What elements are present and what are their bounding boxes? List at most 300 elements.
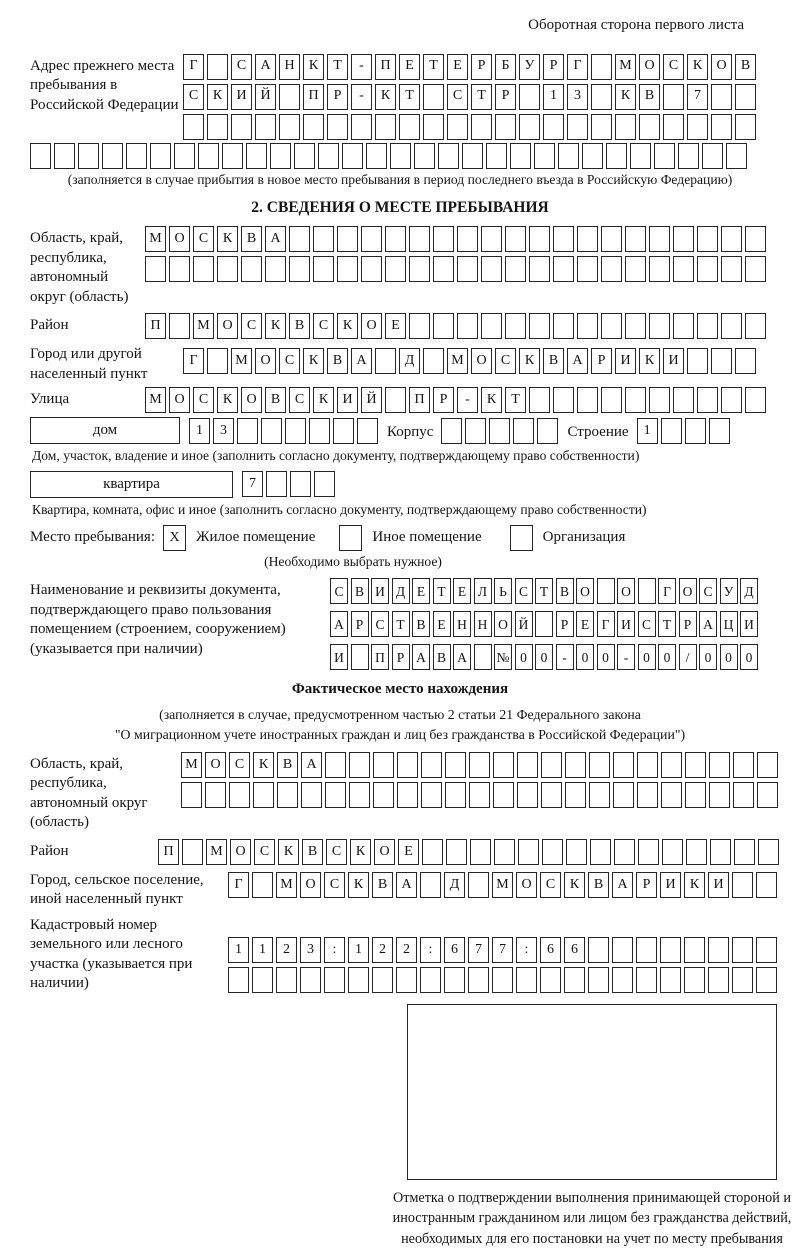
char-cell[interactable] xyxy=(433,256,454,282)
char-cell[interactable] xyxy=(588,967,609,993)
char-cell[interactable]: К xyxy=(217,387,238,413)
char-cell[interactable] xyxy=(193,256,214,282)
char-cell[interactable] xyxy=(519,84,540,110)
char-cell[interactable]: 2 xyxy=(276,937,297,963)
char-cell[interactable]: В xyxy=(241,226,262,252)
char-cell[interactable] xyxy=(126,143,147,169)
char-cell[interactable]: О xyxy=(241,387,262,413)
char-cell[interactable]: Р xyxy=(591,348,612,374)
char-cell[interactable] xyxy=(265,256,286,282)
char-cell[interactable]: С xyxy=(371,611,389,637)
char-cell[interactable] xyxy=(457,256,478,282)
char-cell[interactable] xyxy=(697,387,718,413)
char-cell[interactable] xyxy=(565,752,586,778)
char-cell[interactable] xyxy=(513,418,534,444)
char-cell[interactable]: Е xyxy=(576,611,594,637)
char-cell[interactable]: М xyxy=(492,872,513,898)
char-cell[interactable]: Н xyxy=(279,54,300,80)
char-cell[interactable] xyxy=(630,143,651,169)
char-cell[interactable] xyxy=(423,114,444,140)
char-cell[interactable]: В xyxy=(289,313,310,339)
char-cell[interactable] xyxy=(697,313,718,339)
char-cell[interactable] xyxy=(181,782,202,808)
char-cell[interactable]: К xyxy=(313,387,334,413)
char-cell[interactable] xyxy=(673,256,694,282)
char-cell[interactable] xyxy=(582,143,603,169)
char-cell[interactable]: П xyxy=(409,387,430,413)
char-cell[interactable]: Н xyxy=(453,611,471,637)
char-cell[interactable]: И xyxy=(615,348,636,374)
char-cell[interactable] xyxy=(313,226,334,252)
char-cell[interactable] xyxy=(733,752,754,778)
char-cell[interactable]: М xyxy=(145,387,166,413)
char-cell[interactable] xyxy=(519,114,540,140)
char-cell[interactable]: О xyxy=(617,578,635,604)
char-cell[interactable]: Л xyxy=(474,578,492,604)
char-cell[interactable]: У xyxy=(720,578,738,604)
char-cell[interactable] xyxy=(591,114,612,140)
char-cell[interactable]: 0 xyxy=(658,644,676,670)
char-cell[interactable] xyxy=(721,313,742,339)
char-cell[interactable]: В xyxy=(412,611,430,637)
char-cell[interactable] xyxy=(709,752,730,778)
char-cell[interactable]: О xyxy=(576,578,594,604)
char-cell[interactable] xyxy=(385,256,406,282)
char-cell[interactable] xyxy=(54,143,75,169)
char-cell[interactable] xyxy=(444,967,465,993)
char-cell[interactable]: А xyxy=(567,348,588,374)
char-cell[interactable] xyxy=(385,226,406,252)
char-cell[interactable] xyxy=(492,967,513,993)
char-cell[interactable] xyxy=(390,143,411,169)
char-cell[interactable]: С xyxy=(254,839,275,865)
char-cell[interactable] xyxy=(708,967,729,993)
char-cell[interactable] xyxy=(601,387,622,413)
char-cell[interactable] xyxy=(314,471,335,497)
char-cell[interactable]: В xyxy=(302,839,323,865)
char-cell[interactable] xyxy=(409,226,430,252)
char-cell[interactable]: К xyxy=(207,84,228,110)
char-cell[interactable] xyxy=(261,418,282,444)
char-cell[interactable] xyxy=(733,782,754,808)
char-cell[interactable]: К xyxy=(350,839,371,865)
char-cell[interactable] xyxy=(468,872,489,898)
char-cell[interactable] xyxy=(468,967,489,993)
char-cell[interactable]: В xyxy=(327,348,348,374)
char-cell[interactable]: Е xyxy=(447,54,468,80)
char-cell[interactable] xyxy=(745,256,766,282)
char-cell[interactable] xyxy=(333,418,354,444)
char-cell[interactable]: № xyxy=(494,644,512,670)
char-cell[interactable]: О xyxy=(230,839,251,865)
char-cell[interactable] xyxy=(327,114,348,140)
char-cell[interactable] xyxy=(207,114,228,140)
char-cell[interactable] xyxy=(613,752,634,778)
char-cell[interactable] xyxy=(207,54,228,80)
char-cell[interactable]: 0 xyxy=(576,644,594,670)
char-cell[interactable]: Д xyxy=(740,578,758,604)
char-cell[interactable] xyxy=(517,752,538,778)
char-cell[interactable] xyxy=(266,471,287,497)
char-cell[interactable] xyxy=(734,839,755,865)
char-cell[interactable]: П xyxy=(371,644,389,670)
char-cell[interactable]: 3 xyxy=(300,937,321,963)
char-cell[interactable] xyxy=(678,143,699,169)
char-cell[interactable]: Г xyxy=(183,348,204,374)
char-cell[interactable]: В xyxy=(265,387,286,413)
char-cell[interactable] xyxy=(495,114,516,140)
char-cell[interactable]: П xyxy=(375,54,396,80)
char-cell[interactable]: Д xyxy=(399,348,420,374)
char-cell[interactable]: Т xyxy=(658,611,676,637)
char-cell[interactable] xyxy=(300,967,321,993)
char-cell[interactable] xyxy=(756,872,777,898)
char-cell[interactable]: О xyxy=(711,54,732,80)
char-cell[interactable] xyxy=(78,143,99,169)
char-cell[interactable] xyxy=(30,143,51,169)
char-cell[interactable]: С xyxy=(638,611,656,637)
char-cell[interactable] xyxy=(589,782,610,808)
char-cell[interactable] xyxy=(325,782,346,808)
char-cell[interactable]: Е xyxy=(399,54,420,80)
char-cell[interactable]: Е xyxy=(453,578,471,604)
char-cell[interactable] xyxy=(732,967,753,993)
char-cell[interactable]: К xyxy=(278,839,299,865)
char-cell[interactable]: Г xyxy=(567,54,588,80)
char-cell[interactable]: Д xyxy=(444,872,465,898)
char-cell[interactable] xyxy=(342,143,363,169)
char-cell[interactable]: И xyxy=(617,611,635,637)
char-cell[interactable] xyxy=(758,839,779,865)
char-cell[interactable] xyxy=(169,256,190,282)
char-cell[interactable]: / xyxy=(679,644,697,670)
char-cell[interactable]: 2 xyxy=(396,937,417,963)
char-cell[interactable] xyxy=(366,143,387,169)
char-cell[interactable] xyxy=(638,839,659,865)
char-cell[interactable]: 6 xyxy=(444,937,465,963)
char-cell[interactable] xyxy=(183,114,204,140)
char-cell[interactable] xyxy=(711,84,732,110)
char-cell[interactable] xyxy=(577,387,598,413)
char-cell[interactable] xyxy=(423,84,444,110)
char-cell[interactable]: Б xyxy=(495,54,516,80)
char-cell[interactable] xyxy=(553,256,574,282)
char-cell[interactable] xyxy=(446,839,467,865)
char-cell[interactable] xyxy=(564,967,585,993)
char-cell[interactable] xyxy=(590,839,611,865)
char-cell[interactable] xyxy=(372,967,393,993)
char-cell[interactable] xyxy=(396,967,417,993)
char-cell[interactable]: И xyxy=(371,578,389,604)
char-cell[interactable] xyxy=(567,114,588,140)
char-cell[interactable] xyxy=(169,313,190,339)
char-cell[interactable]: 1 xyxy=(228,937,249,963)
char-cell[interactable]: 1 xyxy=(348,937,369,963)
char-cell[interactable] xyxy=(217,256,238,282)
char-cell[interactable] xyxy=(756,967,777,993)
char-cell[interactable] xyxy=(433,226,454,252)
char-cell[interactable] xyxy=(277,782,298,808)
char-cell[interactable] xyxy=(303,114,324,140)
char-cell[interactable]: : xyxy=(516,937,537,963)
char-cell[interactable]: 7 xyxy=(687,84,708,110)
char-cell[interactable]: 1 xyxy=(189,418,210,444)
char-cell[interactable]: О xyxy=(639,54,660,80)
char-cell[interactable]: А xyxy=(453,644,471,670)
char-cell[interactable]: С xyxy=(663,54,684,80)
char-cell[interactable] xyxy=(433,313,454,339)
char-cell[interactable] xyxy=(684,967,705,993)
char-cell[interactable]: К xyxy=(519,348,540,374)
char-cell[interactable] xyxy=(228,967,249,993)
char-cell[interactable] xyxy=(625,313,646,339)
char-cell[interactable] xyxy=(757,782,778,808)
char-cell[interactable] xyxy=(542,839,563,865)
char-cell[interactable]: К xyxy=(217,226,238,252)
char-cell[interactable]: Й xyxy=(515,611,533,637)
char-cell[interactable] xyxy=(612,967,633,993)
char-cell[interactable] xyxy=(420,967,441,993)
char-cell[interactable]: И xyxy=(330,644,348,670)
char-cell[interactable]: Г xyxy=(597,611,615,637)
char-cell[interactable]: Н xyxy=(474,611,492,637)
char-cell[interactable]: П xyxy=(303,84,324,110)
stay-type-checkbox-organization[interactable] xyxy=(510,525,533,551)
char-cell[interactable] xyxy=(661,418,682,444)
char-cell[interactable] xyxy=(252,872,273,898)
char-cell[interactable] xyxy=(636,937,657,963)
char-cell[interactable]: С xyxy=(231,54,252,80)
char-cell[interactable] xyxy=(636,967,657,993)
char-cell[interactable] xyxy=(373,752,394,778)
char-cell[interactable] xyxy=(601,226,622,252)
char-cell[interactable] xyxy=(601,256,622,282)
char-cell[interactable]: 0 xyxy=(720,644,738,670)
char-cell[interactable] xyxy=(270,143,291,169)
char-cell[interactable] xyxy=(375,348,396,374)
char-cell[interactable]: 0 xyxy=(699,644,717,670)
char-cell[interactable]: - xyxy=(351,84,372,110)
char-cell[interactable] xyxy=(553,313,574,339)
char-cell[interactable] xyxy=(597,578,615,604)
char-cell[interactable]: М xyxy=(615,54,636,80)
char-cell[interactable] xyxy=(649,313,670,339)
char-cell[interactable] xyxy=(349,782,370,808)
char-cell[interactable]: С xyxy=(241,313,262,339)
char-cell[interactable] xyxy=(685,782,706,808)
char-cell[interactable]: Р xyxy=(495,84,516,110)
char-cell[interactable] xyxy=(663,84,684,110)
char-cell[interactable] xyxy=(397,782,418,808)
char-cell[interactable]: Д xyxy=(392,578,410,604)
char-cell[interactable]: А xyxy=(412,644,430,670)
char-cell[interactable]: С xyxy=(326,839,347,865)
char-cell[interactable]: С xyxy=(193,226,214,252)
char-cell[interactable]: Е xyxy=(398,839,419,865)
char-cell[interactable] xyxy=(697,226,718,252)
char-cell[interactable]: Е xyxy=(385,313,406,339)
char-cell[interactable]: М xyxy=(206,839,227,865)
char-cell[interactable]: К xyxy=(481,387,502,413)
char-cell[interactable] xyxy=(638,578,656,604)
char-cell[interactable]: Р xyxy=(471,54,492,80)
char-cell[interactable] xyxy=(493,782,514,808)
char-cell[interactable]: М xyxy=(181,752,202,778)
char-cell[interactable] xyxy=(687,348,708,374)
char-cell[interactable] xyxy=(489,418,510,444)
char-cell[interactable] xyxy=(285,418,306,444)
char-cell[interactable]: 3 xyxy=(567,84,588,110)
char-cell[interactable]: С xyxy=(515,578,533,604)
char-cell[interactable]: О xyxy=(205,752,226,778)
char-cell[interactable] xyxy=(529,313,550,339)
char-cell[interactable]: 3 xyxy=(213,418,234,444)
char-cell[interactable] xyxy=(697,256,718,282)
char-cell[interactable] xyxy=(756,937,777,963)
char-cell[interactable]: Т xyxy=(423,54,444,80)
char-cell[interactable]: Т xyxy=(392,611,410,637)
char-cell[interactable]: 6 xyxy=(564,937,585,963)
char-cell[interactable] xyxy=(351,644,369,670)
char-cell[interactable] xyxy=(241,256,262,282)
char-cell[interactable] xyxy=(231,114,252,140)
char-cell[interactable]: Р xyxy=(543,54,564,80)
char-cell[interactable] xyxy=(246,143,267,169)
char-cell[interactable]: Г xyxy=(183,54,204,80)
char-cell[interactable]: П xyxy=(145,313,166,339)
char-cell[interactable] xyxy=(457,313,478,339)
char-cell[interactable]: У xyxy=(519,54,540,80)
char-cell[interactable] xyxy=(687,114,708,140)
char-cell[interactable]: : xyxy=(324,937,345,963)
char-cell[interactable]: К xyxy=(639,348,660,374)
char-cell[interactable]: С xyxy=(699,578,717,604)
char-cell[interactable]: - xyxy=(617,644,635,670)
char-cell[interactable] xyxy=(462,143,483,169)
char-cell[interactable] xyxy=(662,839,683,865)
char-cell[interactable] xyxy=(649,256,670,282)
char-cell[interactable] xyxy=(290,471,311,497)
char-cell[interactable]: К xyxy=(375,84,396,110)
char-cell[interactable] xyxy=(732,937,753,963)
char-cell[interactable]: В xyxy=(639,84,660,110)
char-cell[interactable] xyxy=(660,967,681,993)
char-cell[interactable]: О xyxy=(361,313,382,339)
char-cell[interactable]: О xyxy=(494,611,512,637)
char-cell[interactable]: О xyxy=(169,387,190,413)
char-cell[interactable]: Ь xyxy=(494,578,512,604)
char-cell[interactable]: О xyxy=(374,839,395,865)
char-cell[interactable] xyxy=(279,84,300,110)
char-cell[interactable] xyxy=(709,782,730,808)
char-cell[interactable]: В xyxy=(433,644,451,670)
char-cell[interactable] xyxy=(481,256,502,282)
char-cell[interactable] xyxy=(375,114,396,140)
char-cell[interactable]: К xyxy=(337,313,358,339)
char-cell[interactable] xyxy=(373,782,394,808)
char-cell[interactable] xyxy=(735,84,756,110)
char-cell[interactable]: Р xyxy=(636,872,657,898)
char-cell[interactable]: С xyxy=(289,387,310,413)
char-cell[interactable]: О xyxy=(679,578,697,604)
char-cell[interactable] xyxy=(558,143,579,169)
char-cell[interactable] xyxy=(529,256,550,282)
char-cell[interactable]: Т xyxy=(399,84,420,110)
stay-type-checkbox-other[interactable] xyxy=(339,525,362,551)
char-cell[interactable] xyxy=(447,114,468,140)
char-cell[interactable] xyxy=(102,143,123,169)
char-cell[interactable]: К xyxy=(615,84,636,110)
char-cell[interactable]: Г xyxy=(228,872,249,898)
char-cell[interactable] xyxy=(385,387,406,413)
char-cell[interactable] xyxy=(421,782,442,808)
char-cell[interactable] xyxy=(357,418,378,444)
char-cell[interactable] xyxy=(276,967,297,993)
char-cell[interactable] xyxy=(721,387,742,413)
char-cell[interactable] xyxy=(222,143,243,169)
char-cell[interactable] xyxy=(566,839,587,865)
char-cell[interactable] xyxy=(709,418,730,444)
char-cell[interactable] xyxy=(589,752,610,778)
char-cell[interactable] xyxy=(505,256,526,282)
char-cell[interactable] xyxy=(534,143,555,169)
char-cell[interactable] xyxy=(441,418,462,444)
char-cell[interactable] xyxy=(409,313,430,339)
char-cell[interactable]: И xyxy=(708,872,729,898)
char-cell[interactable]: Р xyxy=(327,84,348,110)
char-cell[interactable] xyxy=(494,839,515,865)
char-cell[interactable] xyxy=(711,348,732,374)
char-cell[interactable]: С xyxy=(313,313,334,339)
char-cell[interactable]: Р xyxy=(351,611,369,637)
char-cell[interactable]: С xyxy=(447,84,468,110)
char-cell[interactable]: И xyxy=(231,84,252,110)
char-cell[interactable] xyxy=(625,226,646,252)
char-cell[interactable] xyxy=(529,226,550,252)
char-cell[interactable] xyxy=(685,752,706,778)
char-cell[interactable] xyxy=(721,256,742,282)
char-cell[interactable] xyxy=(614,839,635,865)
char-cell[interactable] xyxy=(279,114,300,140)
char-cell[interactable]: 6 xyxy=(540,937,561,963)
char-cell[interactable] xyxy=(637,752,658,778)
char-cell[interactable]: К xyxy=(253,752,274,778)
char-cell[interactable] xyxy=(637,782,658,808)
char-cell[interactable]: В xyxy=(372,872,393,898)
char-cell[interactable] xyxy=(708,937,729,963)
char-cell[interactable] xyxy=(757,752,778,778)
char-cell[interactable] xyxy=(601,313,622,339)
char-cell[interactable] xyxy=(518,839,539,865)
char-cell[interactable] xyxy=(735,348,756,374)
char-cell[interactable] xyxy=(174,143,195,169)
char-cell[interactable] xyxy=(625,387,646,413)
char-cell[interactable] xyxy=(481,226,502,252)
char-cell[interactable] xyxy=(702,143,723,169)
char-cell[interactable] xyxy=(182,839,203,865)
char-cell[interactable] xyxy=(309,418,330,444)
char-cell[interactable] xyxy=(721,226,742,252)
char-cell[interactable] xyxy=(639,114,660,140)
char-cell[interactable]: В xyxy=(277,752,298,778)
char-cell[interactable] xyxy=(516,967,537,993)
char-cell[interactable] xyxy=(745,313,766,339)
char-cell[interactable]: И xyxy=(663,348,684,374)
char-cell[interactable] xyxy=(541,752,562,778)
char-cell[interactable] xyxy=(420,872,441,898)
char-cell[interactable] xyxy=(294,143,315,169)
char-cell[interactable]: А xyxy=(301,752,322,778)
